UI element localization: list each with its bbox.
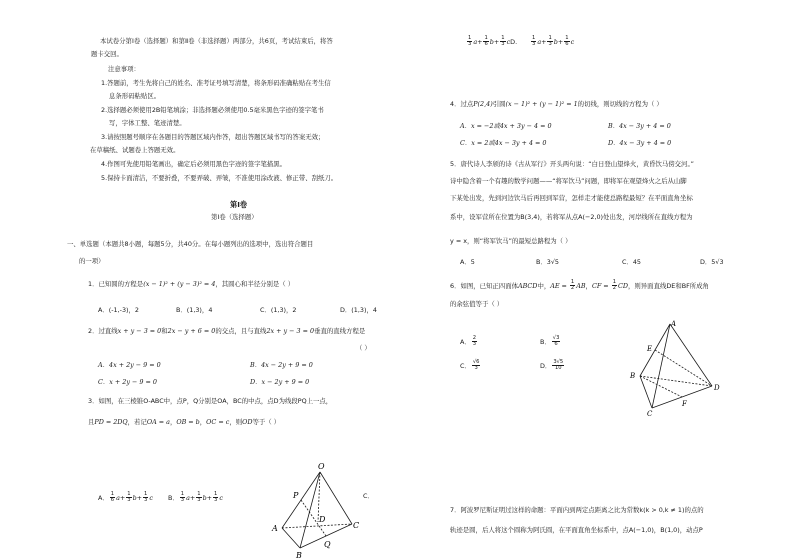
right-column — [430, 0, 794, 560]
q6-line1: 6．如图，已知正四面体ABCD中，AE = $\frac{1}{2}$ AB，CF = $\frac{1}{2}$ CD，则异面直线DE和BF所成角 — [450, 279, 709, 292]
q1-stem-a: 1．已知圆的方程是 — [88, 280, 144, 288]
q4-option-d: D．4x − 3y + 4 = 0 — [608, 139, 672, 147]
label-A: A — [671, 320, 677, 328]
q3-od: OD — [242, 418, 253, 426]
label-Q: Q — [324, 540, 331, 549]
q4-stem-c: 的切线，则切线的方程为（ ） — [577, 100, 663, 108]
q4-point: P(2,4) — [473, 100, 493, 108]
label-P: P — [293, 491, 299, 500]
notice-item2a: 2.选择题必须使用2B铅笔填涂；非选择题必须使用0.5毫米黑色字迹的签字笔书 — [101, 106, 324, 114]
q3-option-a: A． $\frac{1}{6}$ a+ $\frac{1}{3}$ b+ $\frac{1}{3}$ c — [98, 491, 153, 504]
q6-option-c: C． $\frac{√6}{3}$ — [460, 359, 480, 372]
q6-ae-frac: $\frac{1}{2}$ — [570, 279, 575, 292]
notice-line1: 本试卷分第Ⅰ卷（选择题）和第Ⅱ卷（非选择题）两部分，共6页，考试结束后，将答 — [100, 37, 333, 45]
q3-option-d-label: D — [510, 37, 516, 46]
q5-line3: 下某处出发，先到河边饮马后再回到军营，怎样走才能使总路程最短？在平面直角坐标 — [450, 194, 693, 202]
q1-option-b: B．(1,3)，4 — [176, 306, 213, 314]
edge-AC — [652, 324, 670, 408]
q6-ae-tail: AB — [576, 281, 586, 290]
q3-option-a-label: A． — [98, 493, 109, 502]
q2-stem-b: 和 — [161, 327, 168, 335]
notice-line2: 题卡交回。 — [91, 50, 123, 58]
section1-line2: 的一项） — [79, 257, 105, 265]
label-O: O — [318, 462, 325, 471]
q3-line2-b: ，若记 — [127, 418, 147, 426]
edge-AC — [282, 524, 352, 528]
q2-option-b: B．4x − 2y + 9 = 0 — [250, 361, 313, 369]
label-A: A — [272, 524, 278, 533]
q5-option-a: A．5 — [460, 258, 475, 266]
section1-line1: 一、单选题（本题共8小题，每题5分，共40分。在每小题列出的选项中，选出符合题目 — [67, 240, 314, 248]
q7-line1: 7．阿波罗尼斯证明过这样的命题：平面内到两定点距离之比为常数k(k > 0,k ≠ 1)的点的 — [450, 506, 704, 514]
q6-abcd: ABCD — [517, 281, 538, 290]
q3-line1: 3．如图，在三棱锥O-ABC中，点P，Q分别是OA，BC的中点，点D为线段PQ上一点， — [88, 397, 333, 405]
q3-option-b: B． $\frac{1}{3}$ a+ $\frac{1}{3}$ b+ $\frac{1}{3}$ c — [168, 491, 223, 504]
q2-option-c: C．x + 2y − 9 = 0 — [98, 378, 157, 386]
q6-d-label: D． — [540, 361, 552, 370]
volume-subtitle: 第Ⅰ卷（选择题） — [211, 213, 258, 221]
q3-oa: OA = a — [146, 418, 170, 426]
label-C: C — [353, 521, 360, 530]
q1-option-c: C．(1,3)，2 — [260, 306, 297, 314]
q3-line2-d: 等于（ ） — [252, 418, 281, 426]
q3-option-b-label: B． — [168, 493, 179, 502]
q3-ob: OB = b — [176, 418, 200, 426]
q6-cf-frac: $\frac{1}{2}$ — [612, 279, 616, 292]
q1-stem-b: ，其圆心和半径分别是（ ） — [215, 280, 295, 288]
volume-title: 第Ⅰ卷 — [230, 200, 248, 209]
q5-option-c: C．45 — [622, 258, 641, 266]
q3-pd: PD = 2DQ — [94, 418, 128, 426]
notice-item5: 5.保持卡面清洁，不要折叠，不要弄破、弄皱，不准使用涂改液、修正带、刮纸刀。 — [101, 174, 338, 182]
q6-tetrahedron-figure — [626, 316, 726, 420]
q2-stem — [88, 327, 365, 335]
q2-paren: （ ） — [356, 344, 371, 352]
label-C: C — [647, 410, 653, 418]
q6-option-a: A． $\frac{2}{3}$ — [460, 335, 477, 348]
q3-a-frac1: $\frac{1}{6}$ — [110, 491, 115, 504]
label-B: B — [630, 372, 636, 380]
q7-line2: 轨迹是圆，后人将这个圆称为阿氏圆，在平面直角坐标系中，点A(−1,0)，B(1,0)，动点P — [450, 526, 703, 534]
q2-eq3: 2x + y − 3 = 0 — [266, 327, 315, 335]
q2-stem-a: 2．过直线 — [88, 327, 118, 335]
q6-a-label: A． — [460, 337, 471, 346]
q4-option-b: B．4x − 3y + 4 = 0 — [608, 122, 671, 130]
q6-cf-tail: CD — [618, 281, 629, 290]
q6-option-d: D． $\frac{3√5}{10}$ — [540, 359, 564, 372]
q3-line2-c: ，则 — [229, 418, 243, 426]
q6-line1-a: 6．如图，已知正四面体 — [450, 281, 518, 290]
q3-tetrahedron-figure — [262, 460, 372, 560]
q5-line4: 系中，设军营所在位置为B(3,4)，若将军从点A(−2,0)处出发，河岸线所在直线方程为 — [450, 213, 693, 221]
q6-line1-c: ，则异面直线DE和BF所成角 — [628, 281, 709, 290]
label-F: F — [682, 400, 687, 408]
q2-eq1: x + y − 3 = 0 — [117, 327, 162, 335]
notice-title: 注意事项： — [108, 65, 140, 73]
notice-item4: 4.作图可先使用铅笔画出，确定后必须用黑色字迹的签字笔描黑。 — [101, 160, 287, 168]
q4-option-a: A．x = −2或4x + 3y − 4 = 0 — [460, 122, 552, 130]
q4-stem-a: 4．过点 — [450, 100, 474, 108]
q3-option-c: C． — [363, 492, 374, 500]
q6-line1-b: 中， — [537, 281, 551, 290]
label-E: E — [647, 345, 653, 353]
q2-eq2: 2x − y + 6 = 0 — [167, 327, 216, 335]
q6-ae: AE = — [550, 281, 569, 290]
q2-option-d: D．x − 2y + 9 = 0 — [250, 378, 310, 386]
q4-stem — [450, 100, 663, 108]
q4-stem-b: 引圆 — [492, 100, 506, 108]
q3-option-d-cont: $\frac{1}{3}$ a+ $\frac{1}{3}$ b+ $\frac{1}{6}$ c — [532, 35, 575, 48]
notice-item2b: 写，字体工整、笔迹清楚。 — [109, 119, 186, 127]
q1-option-a: A．(-1,-3)，2 — [98, 306, 139, 314]
q4-circle: (x − 1)² + (y − 1)² = 1 — [505, 100, 578, 108]
edge-OB — [300, 472, 320, 548]
label-D: D — [319, 515, 326, 524]
q2-stem-d: 垂直的直线方程是 — [314, 327, 366, 335]
label-D: D — [714, 384, 720, 392]
q6-c-label: C． — [460, 361, 471, 370]
edge-AD — [670, 324, 712, 386]
edge-AB — [282, 528, 300, 548]
notice-item3a: 3.请按照题号顺序在各题目的答题区域内作答，超出答题区域书写的答案无效； — [101, 133, 325, 141]
q5-line1: 5．唐代诗人李颀的诗《古从军行》开头两句说：“白日登山望烽火，黄昏饮马傍交河。” — [450, 160, 694, 168]
notice-item3b: 在草稿纸、试题卷上答题无效。 — [90, 146, 180, 154]
q3-option-c-cont: $\frac{1}{3}$ a+ $\frac{1}{6}$ b+ $\frac{1}{3}$ cD. — [468, 35, 518, 48]
q6-cf: CF = — [591, 281, 611, 290]
q1-option-d: D．(1,3)，4 — [340, 306, 377, 314]
label-B: B — [296, 551, 302, 560]
q5-option-d: D．5√3 — [700, 258, 724, 266]
q5-option-b: B．3√5 — [536, 258, 559, 266]
q2-stem-c: 的交点，且与直线 — [215, 327, 267, 335]
q3-line2: 且PD = 2DQ，若记OA = a，OB = b，OC = c，则OD等于（ ） — [88, 418, 281, 426]
q1-stem — [88, 280, 294, 288]
q6-b-label: B． — [540, 337, 551, 346]
q5-line5: y = x，则“将军饮马”的最短总路程为（ ） — [450, 237, 572, 245]
q4-option-c: C．x = 2或4x − 3y + 4 = 0 — [460, 139, 547, 147]
q1-equation: (x − 1)² + (y − 3)² = 4 — [143, 280, 216, 288]
q3-oc: OC = c — [206, 418, 230, 426]
q2-option-a: A．4x + 2y − 9 = 0 — [98, 361, 161, 369]
notice-item1a: 1.答题前，考生先将自己的姓名、准考证号填写清楚，将条形码准确粘贴在考生信 — [101, 79, 331, 87]
q6-line2: 的余弦值等于（ ） — [450, 300, 504, 308]
q6-option-b: B． $\frac{√3}{6}$ — [540, 335, 560, 348]
notice-item1b: 息条形码粘贴区。 — [109, 92, 161, 100]
q3-line2-a: 且 — [88, 418, 95, 426]
q5-line2: 诗中隐含着一个有趣的数学问题——“将军饮马”问题，即将军在观望烽火之后从山脚 — [450, 177, 687, 185]
